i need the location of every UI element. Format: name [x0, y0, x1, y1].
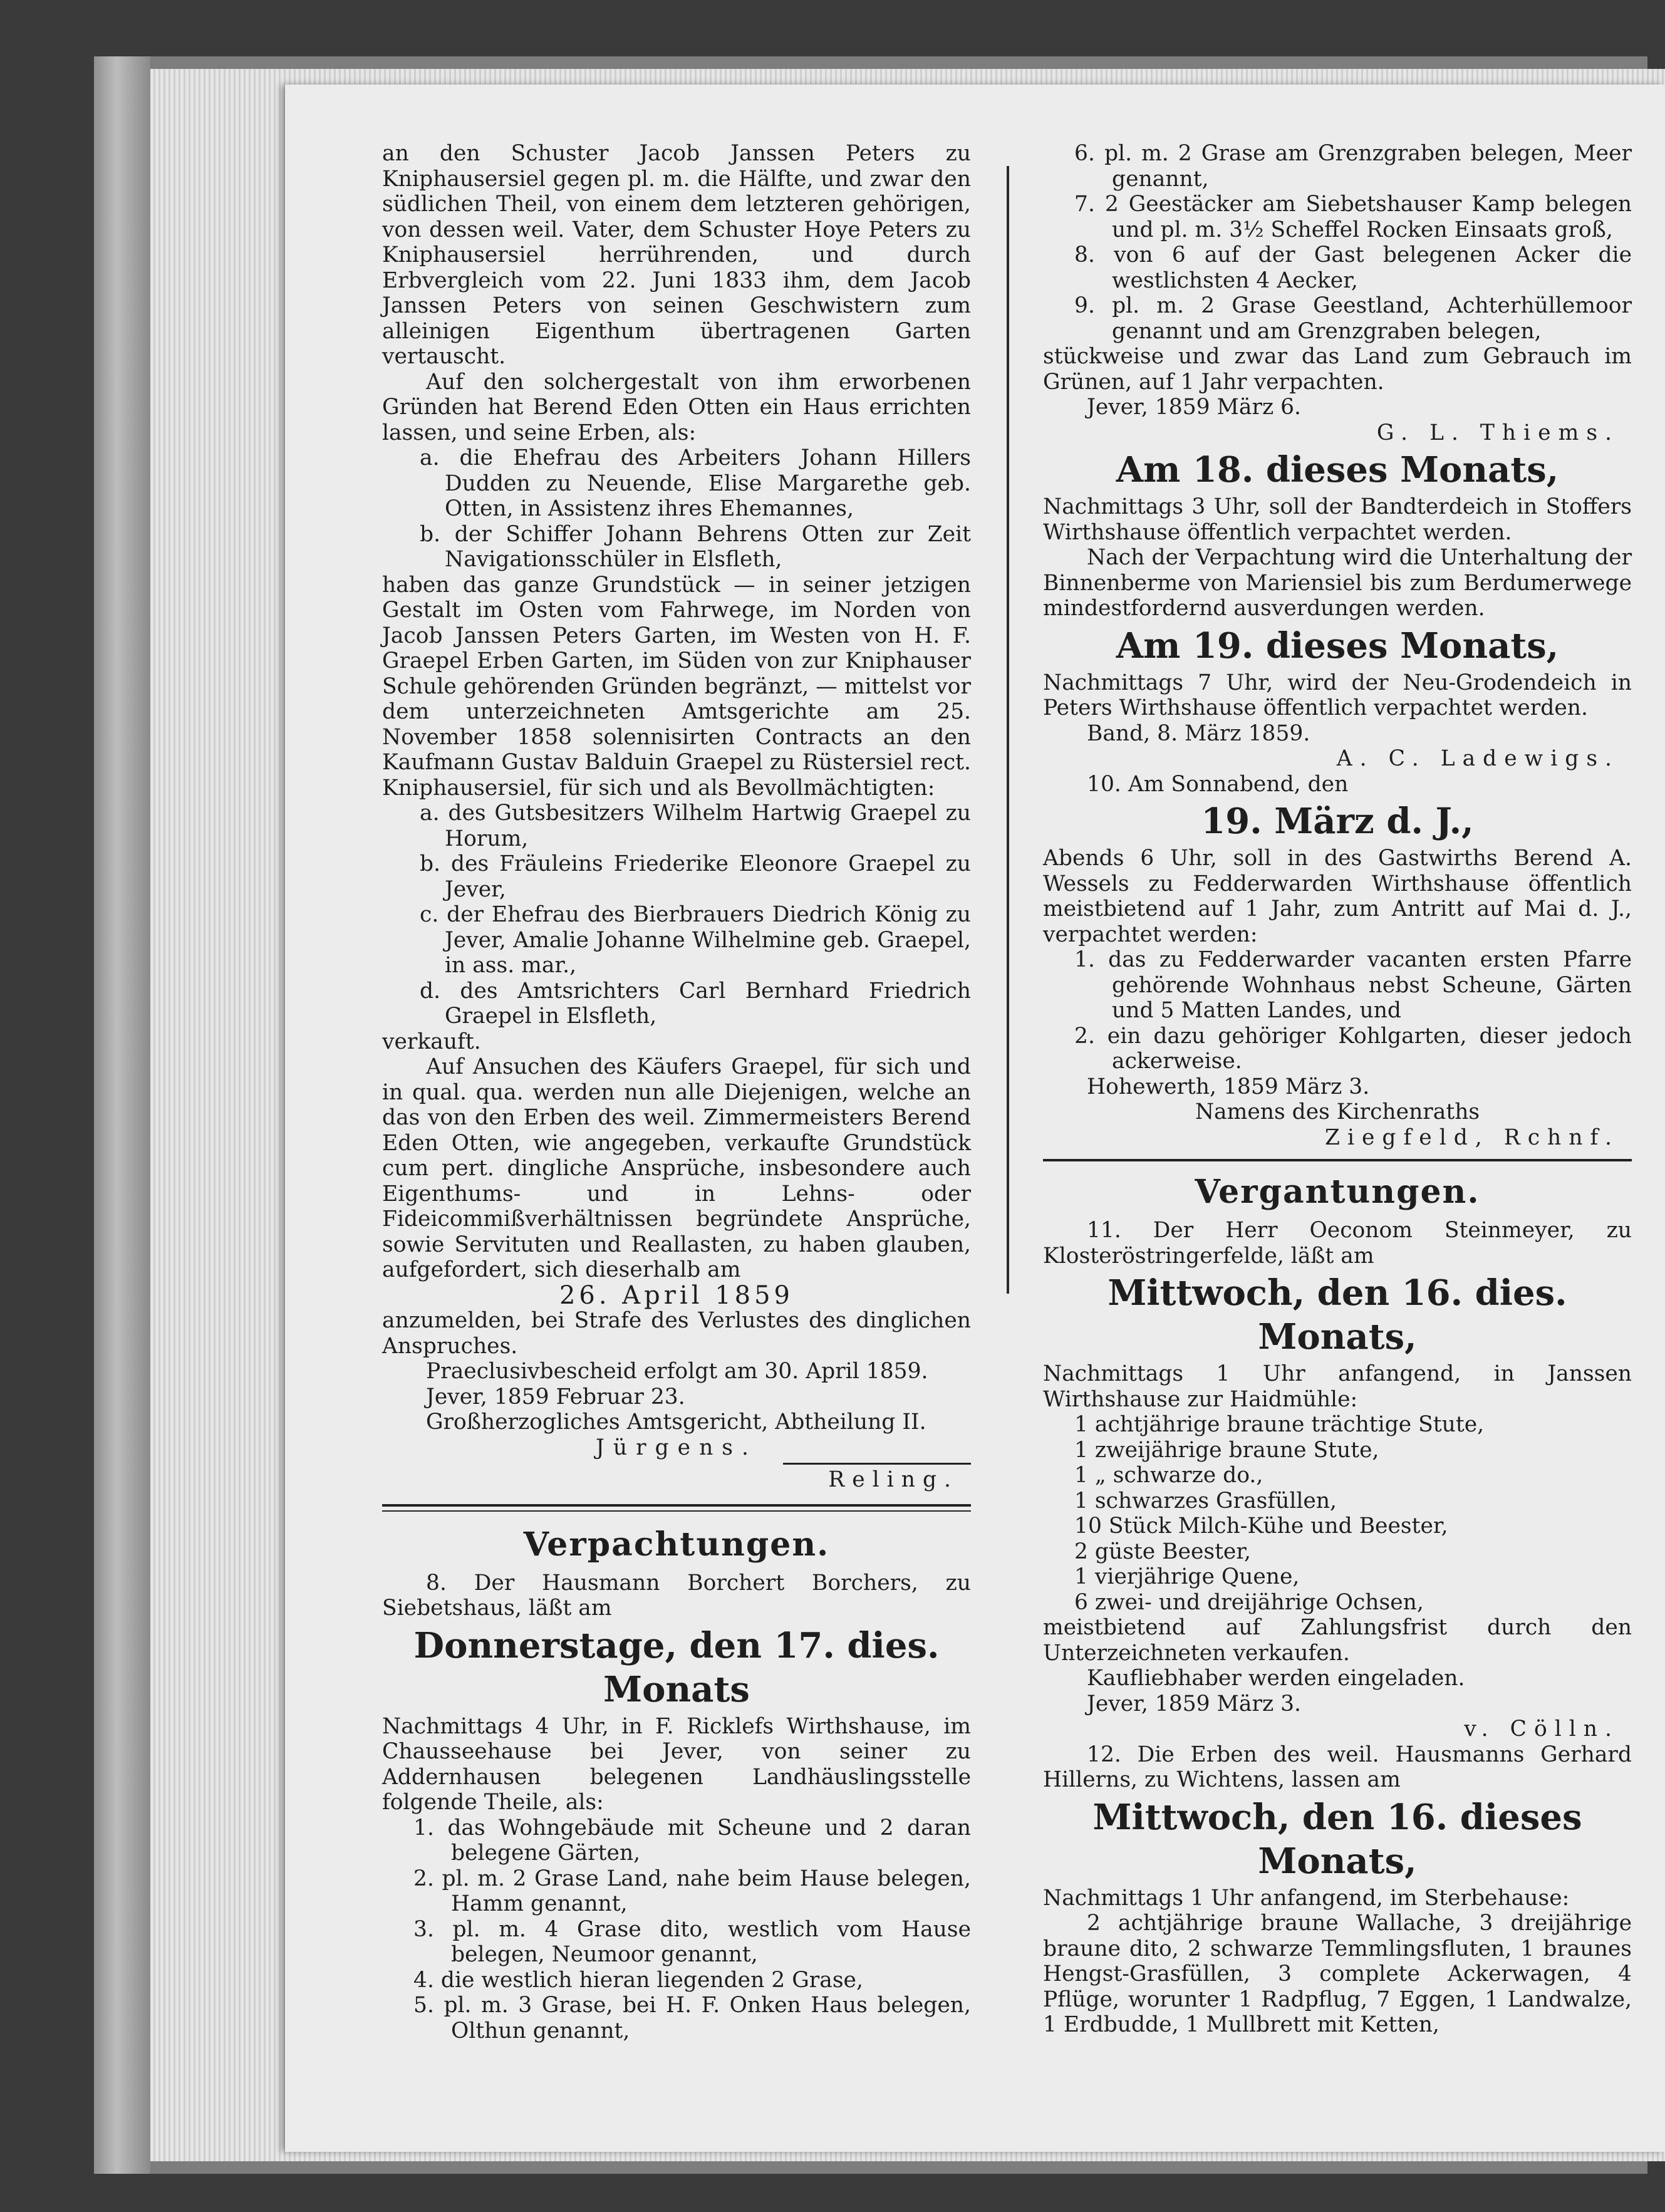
signature-rule: [783, 1463, 971, 1465]
section-title: Vergantungen.: [1195, 1173, 1480, 1211]
paragraph: Nachmittags 7 Uhr, wird der Neu-Grodendeich in Peters Wirthshause öffentlich verpachtet werden.: [1043, 670, 1632, 720]
paragraph: an den Schuster Jacob Janssen Peters zu Kniphausersiel gegen pl. m. die Hälfte, und zwar den südlichen Theil, von einem dem letzteren gehörigen, von dessen weil. Vater, dem Schuster Hoye Peters zu Kniphausersiel herrührenden, und durch Erbvergleich vom 22. Juni 1833 ihm, dem Jacob Janssen Peters von seinen Geschwistern zum alleinigen Eigenthum übertragenen Garten vertauscht.: [382, 141, 971, 369]
paragraph: Nachmittags 4 Uhr, in F. Ricklefs Wirthshause, im Chausseehause bei Jever, von seiner zu Addernhausen belegenen Landhäuslingsstelle folgende Theile, als:: [382, 1713, 971, 1815]
headline: Donnerstage, den 17. dies. Monats: [413, 1624, 940, 1710]
list-item: d. des Amtsrichters Carl Bernhard Friedrich Graepel in Elsfleth,: [420, 978, 971, 1029]
list-item: 1 vierjährige Quene,: [1074, 1564, 1300, 1589]
list-item: 1 zweijährige braune Stute,: [1074, 1437, 1379, 1463]
list-item: 6 zwei- und dreijährige Ochsen,: [1074, 1589, 1424, 1615]
column-divider: [1007, 166, 1009, 1294]
list-item: 2. ein dazu gehöriger Kohlgarten, dieser jedoch ackerweise.: [1074, 1023, 1632, 1074]
paragraph: Nach der Verpachtung wird die Unterhaltung der Binnenberme von Mariensiel bis zum Berdumerwege mindestfordernd ausverdungen werden.: [1043, 545, 1632, 621]
paragraph: 2 achtjährige braune Wallache, 3 dreijährige braune dito, 2 schwarze Temmlingsfluten, 1 braunes Hengst-Grasfüllen, 3 complete Ackerwagen, 4 Pflüge, worunter 1 Radpflug, 7 Eggen, 1 Landwalze, 1 Erdbudde, 1 Mullbrett mit Ketten,: [1043, 1911, 1632, 2037]
headline: Am 19. dieses Monats,: [1116, 625, 1559, 667]
paragraph: Kaufliebhaber werden eingeladen.: [1087, 1666, 1465, 1691]
paragraph: meistbietend auf Zahlungsfrist durch den Unterzeichneten verkaufen.: [1043, 1615, 1632, 1666]
signature: v. Cölln.: [1464, 1716, 1619, 1742]
deadline-date: 26. April 1859: [559, 1280, 794, 1310]
signature: A. C. Ladewigs.: [1336, 746, 1619, 771]
headline: Mittwoch, den 16. dies. Monats,: [1107, 1272, 1567, 1358]
signature: Jürgens.: [596, 1435, 757, 1460]
list-item: 3. pl. m. 4 Grase dito, westlich vom Hause belegen, Neumoor genannt,: [413, 1916, 971, 1967]
list-item: 7. 2 Geestäcker am Siebetshauser Kamp belegen und pl. m. 3½ Scheffel Rocken Einsaats groß,: [1074, 192, 1632, 242]
book-spine: [94, 56, 150, 2174]
section-divider: [382, 1504, 971, 1512]
paragraph: 11. Der Herr Oeconom Steinmeyer, zu Klosteröstringerfelde, läßt am: [1043, 1218, 1632, 1269]
paragraph: Nachmittags 1 Uhr anfangend, in Janssen Wirthshause zur Haidmühle:: [1043, 1361, 1632, 1412]
signature: G. L. Thiems.: [1376, 420, 1619, 445]
paragraph: Auf den solchergestalt von ihm erworbenen Gründen hat Berend Eden Otten ein Haus errichten lassen, und seine Erben, als:: [382, 369, 971, 445]
list-item: b. der Schiffer Johann Behrens Otten zur Zeit Navigationsschüler in Elsfleth,: [420, 521, 971, 572]
list-item: 8. von 6 auf der Gast belegenen Acker die westlichsten 4 Aecker,: [1074, 242, 1632, 293]
paragraph: Namens des Kirchenraths: [1195, 1099, 1480, 1124]
signature: Ziegfeld, Rchnf.: [1325, 1124, 1619, 1150]
list-item: 9. pl. m. 2 Grase Geestland, Achterhüllemoor genannt und am Grenzgraben belegen,: [1074, 293, 1632, 344]
paragraph: 8. Der Hausmann Borchert Borchers, zu Siebetshaus, läßt am: [382, 1570, 971, 1621]
newspaper-page: [285, 85, 1665, 2152]
section-divider: [1043, 1159, 1632, 1161]
list-item: 2 güste Beester,: [1074, 1539, 1252, 1564]
paragraph: Nachmittags 3 Uhr, soll der Bandterdeich in Stoffers Wirthshause öffentlich verpachtet werden.: [1043, 494, 1632, 545]
list-item: 2. pl. m. 2 Grase Land, nahe beim Hause belegen, Hamm genannt,: [413, 1866, 971, 1916]
list-item: 4. die westlich hieran liegenden 2 Grase,: [413, 1967, 863, 1993]
list-item: a. die Ehefrau des Arbeiters Johann Hillers Dudden zu Neuende, Elise Margarethe geb. Otten, in Assistenz ihres Ehemannes,: [420, 445, 971, 521]
right-column: [1043, 141, 1632, 2038]
dateline: Jever, 1859 März 3.: [1087, 1691, 1302, 1716]
list-item: b. des Fräuleins Friederike Eleonore Graepel zu Jever,: [420, 851, 971, 902]
paragraph: 12. Die Erben des weil. Hausmanns Gerhard Hillerns, zu Wichtens, lassen am: [1043, 1742, 1632, 1792]
dateline: Jever, 1859 Februar 23.: [426, 1384, 685, 1410]
paragraph: Auf Ansuchen des Käufers Graepel, für sich und in qual. qua. werden nun alle Diejenigen, welche an das von den Erben des weil. Zimmermeisters Berend Eden Otten, wie angegeben, verkaufte Grundstück cum pert. dingliche Ansprüche, insbesondere auch Eigenthums- und in Lehns- oder Fideicommißverhältnissen begründete Ansprüche, sowie Servituten und Reallasten, zu haben glauben, aufgefordert, sich dieserhalb am: [382, 1054, 971, 1282]
list-item: 6. pl. m. 2 Grase am Grenzgraben belegen, Meer genannt,: [1074, 141, 1632, 192]
list-item: 1. das zu Fedderwarder vacanten ersten Pfarre gehörende Wohnhaus nebst Scheune, Gärten und 5 Matten Landes, und: [1074, 947, 1632, 1023]
signature: Reling.: [828, 1467, 958, 1492]
list-item: 5. pl. m. 3 Grase, bei H. F. Onken Haus belegen, Olthun genannt,: [413, 1993, 971, 2043]
headline: 19. März d. J.,: [1201, 801, 1474, 842]
list-item: 10 Stück Milch-Kühe und Beester,: [1074, 1514, 1448, 1539]
paragraph: haben das ganze Grundstück — in seiner jetzigen Gestalt im Osten vom Fahrwege, im Norden von Jacob Janssen Peters Garten, im Westen von H. F. Graepel Erben Garten, im Süden von zur Kniphauser Schule gehörenden Gründen begränzt, — mittelst vor dem unterzeichneten Amtsgerichte am 25. November 1858 solennisirten Contracts an den Kaufmann Gustav Balduin Graepel zu Rüstersiel rect. Kniphausersiel, für sich und als Bevollmächtigten:: [382, 572, 971, 801]
paragraph: verkauft.: [382, 1029, 481, 1054]
headline: Mittwoch, den 16. dieses Monats,: [1092, 1796, 1582, 1882]
paragraph: 10. Am Sonnabend, den: [1087, 771, 1349, 797]
paragraph: anzumelden, bei Strafe des Verlustes des dinglichen Anspruches.: [382, 1308, 971, 1359]
paragraph: Abends 6 Uhr, soll in des Gastwirths Berend A. Wessels zu Fedderwarden Wirthshause öffentlich meistbietend auf 1 Jahr, zum Antritt auf Mai d. J., verpachtet werden:: [1043, 846, 1632, 947]
list-item: c. der Ehefrau des Bierbrauers Diedrich König zu Jever, Amalie Johanne Wilhelmine geb. Graepel, in ass. mar.,: [420, 902, 971, 978]
dateline: Jever, 1859 März 6.: [1087, 395, 1302, 420]
section-title: Verpachtungen.: [523, 1525, 830, 1564]
dateline: Hohewerth, 1859 März 3.: [1087, 1074, 1370, 1099]
dateline: Band, 8. März 1859.: [1087, 720, 1310, 746]
list-item: 1. das Wohngebäude mit Scheune und 2 daran belegene Gärten,: [413, 1815, 971, 1866]
paragraph: stückweise und zwar das Land zum Gebrauch im Grünen, auf 1 Jahr verpachten.: [1043, 344, 1632, 395]
list-item: 1 „ schwarze do.,: [1074, 1463, 1263, 1488]
list-item: 1 achtjährige braune trächtige Stute,: [1074, 1412, 1485, 1437]
paragraph: Praeclusivbescheid erfolgt am 30. April 1859.: [426, 1359, 928, 1384]
headline: Am 18. dieses Monats,: [1116, 449, 1559, 491]
list-item: a. des Gutsbesitzers Wilhelm Hartwig Graepel zu Horum,: [420, 801, 971, 851]
list-item: 1 schwarzes Grasfüllen,: [1074, 1488, 1337, 1514]
paragraph: Nachmittags 1 Uhr anfangend, im Sterbehause:: [1043, 1885, 1570, 1911]
left-column: [382, 141, 971, 2043]
court-name: Großherzogliches Amtsgericht, Abtheilung II.: [426, 1410, 926, 1435]
